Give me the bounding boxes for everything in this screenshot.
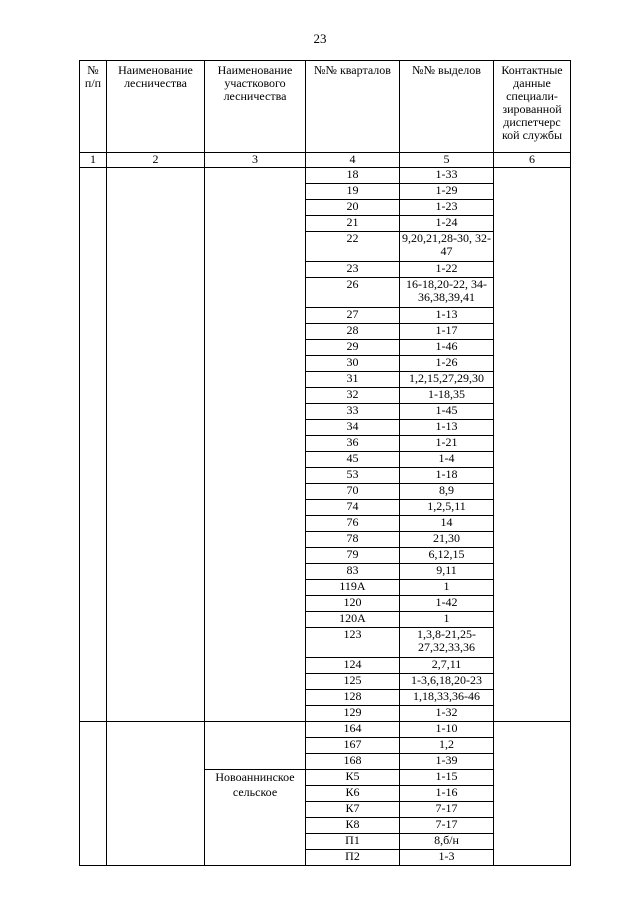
sections-cell: 1-23 (400, 200, 494, 216)
quarter-cell: 167 (306, 738, 400, 754)
sections-cell: 16-18,20-22, 34-36,38,39,41 (400, 278, 494, 308)
column-number: 1 (80, 153, 107, 168)
forest-quarters-table (79, 60, 571, 866)
sections-cell: 9,11 (400, 564, 494, 580)
quarter-cell: 27 (306, 308, 400, 324)
column-number: 4 (306, 153, 400, 168)
sections-cell: 21,30 (400, 532, 494, 548)
sections-cell: 1-13 (400, 420, 494, 436)
sections-cell: 1-3,6,18,20-23 (400, 674, 494, 690)
header-row (80, 61, 571, 153)
sections-cell: 8,б/н (400, 834, 494, 850)
district-cell (205, 722, 306, 770)
sections-cell: 9,20,21,28-30, 32-47 (400, 232, 494, 262)
sections-cell: 1-18 (400, 468, 494, 484)
district-cell (205, 168, 306, 722)
sections-cell: 1-24 (400, 216, 494, 232)
sections-cell: 1-21 (400, 436, 494, 452)
column-number: 2 (107, 153, 205, 168)
quarter-cell: 120 (306, 596, 400, 612)
quarter-cell: 36 (306, 436, 400, 452)
contact-cell (494, 168, 571, 722)
column-number-row (80, 153, 571, 168)
column-number: 6 (494, 153, 571, 168)
quarter-cell: 83 (306, 564, 400, 580)
sections-cell: 1-39 (400, 754, 494, 770)
header-quarters: №№ кварталов (306, 61, 400, 153)
table-group-1 (80, 168, 571, 722)
sections-cell: 6,12,15 (400, 548, 494, 564)
header-sections: №№ выделов (400, 61, 494, 153)
quarter-cell: 53 (306, 468, 400, 484)
sections-cell: 1-17 (400, 324, 494, 340)
quarter-cell: 30 (306, 356, 400, 372)
quarter-cell: 29 (306, 340, 400, 356)
forestry-cell (107, 722, 205, 866)
quarter-cell: П2 (306, 850, 400, 866)
quarter-cell: 74 (306, 500, 400, 516)
sections-cell: 1,2,15,27,29,30 (400, 372, 494, 388)
quarter-cell: 23 (306, 262, 400, 278)
sections-cell: 1-3 (400, 850, 494, 866)
quarter-cell: К8 (306, 818, 400, 834)
sections-cell: 8,9 (400, 484, 494, 500)
quarter-cell: П1 (306, 834, 400, 850)
sections-cell: 1-15 (400, 770, 494, 786)
sections-cell: 1-33 (400, 168, 494, 184)
sections-cell: 1-4 (400, 452, 494, 468)
sections-cell: 1,2,5,11 (400, 500, 494, 516)
quarter-cell: 34 (306, 420, 400, 436)
header-district-forestry: Наименование участкового лесничества (205, 61, 306, 153)
table-row (80, 722, 571, 738)
sections-cell: 1-46 (400, 340, 494, 356)
sections-cell: 1 (400, 612, 494, 628)
quarter-cell: 21 (306, 216, 400, 232)
page-number: 23 (313, 31, 327, 46)
quarter-cell: К5 (306, 770, 400, 786)
quarter-cell: 164 (306, 722, 400, 738)
sections-cell: 1,2 (400, 738, 494, 754)
quarter-cell: 22 (306, 232, 400, 262)
quarter-cell: К6 (306, 786, 400, 802)
contact-cell (494, 722, 571, 866)
quarter-cell: 20 (306, 200, 400, 216)
quarter-cell: 119А (306, 580, 400, 596)
forestry-cell (107, 168, 205, 722)
sections-cell: 2,7,11 (400, 658, 494, 674)
quarter-cell: 125 (306, 674, 400, 690)
quarter-cell: 128 (306, 690, 400, 706)
quarter-cell: 123 (306, 628, 400, 658)
sections-cell: 1-29 (400, 184, 494, 200)
quarter-cell: 70 (306, 484, 400, 500)
table-row (80, 168, 571, 184)
sections-cell: 7-17 (400, 818, 494, 834)
sections-cell: 1,18,33,36-46 (400, 690, 494, 706)
sections-cell: 1-32 (400, 706, 494, 722)
column-number: 5 (400, 153, 494, 168)
number-cell (80, 722, 107, 866)
header-contact: Контактные данные специали-зированной диспетчерс кой службы (494, 61, 571, 153)
sections-cell: 1-42 (400, 596, 494, 612)
quarter-cell: 120А (306, 612, 400, 628)
quarter-cell: 19 (306, 184, 400, 200)
quarter-cell: К7 (306, 802, 400, 818)
quarter-cell: 168 (306, 754, 400, 770)
header-forestry: Наименование лесничества (107, 61, 205, 153)
sections-cell: 1 (400, 580, 494, 596)
table-group-2 (80, 722, 571, 866)
quarter-cell: 18 (306, 168, 400, 184)
header-number: № п/п (80, 61, 107, 153)
quarter-cell: 129 (306, 706, 400, 722)
sections-cell: 14 (400, 516, 494, 532)
quarter-cell: 78 (306, 532, 400, 548)
quarter-cell: 33 (306, 404, 400, 420)
quarter-cell: 79 (306, 548, 400, 564)
quarter-cell: 26 (306, 278, 400, 308)
sections-cell: 1-13 (400, 308, 494, 324)
sections-cell: 1-22 (400, 262, 494, 278)
quarter-cell: 124 (306, 658, 400, 674)
sections-cell: 1-45 (400, 404, 494, 420)
quarter-cell: 45 (306, 452, 400, 468)
quarter-cell: 28 (306, 324, 400, 340)
quarter-cell: 76 (306, 516, 400, 532)
sections-cell: 1,3,8-21,25-27,32,33,36 (400, 628, 494, 658)
sections-cell: 1-18,35 (400, 388, 494, 404)
district-name-cell: Новоаннинское сельское (205, 770, 306, 866)
quarter-cell: 31 (306, 372, 400, 388)
sections-cell: 1-10 (400, 722, 494, 738)
sections-cell: 1-26 (400, 356, 494, 372)
number-cell (80, 168, 107, 722)
sections-cell: 7-17 (400, 802, 494, 818)
column-number: 3 (205, 153, 306, 168)
sections-cell: 1-16 (400, 786, 494, 802)
quarter-cell: 32 (306, 388, 400, 404)
